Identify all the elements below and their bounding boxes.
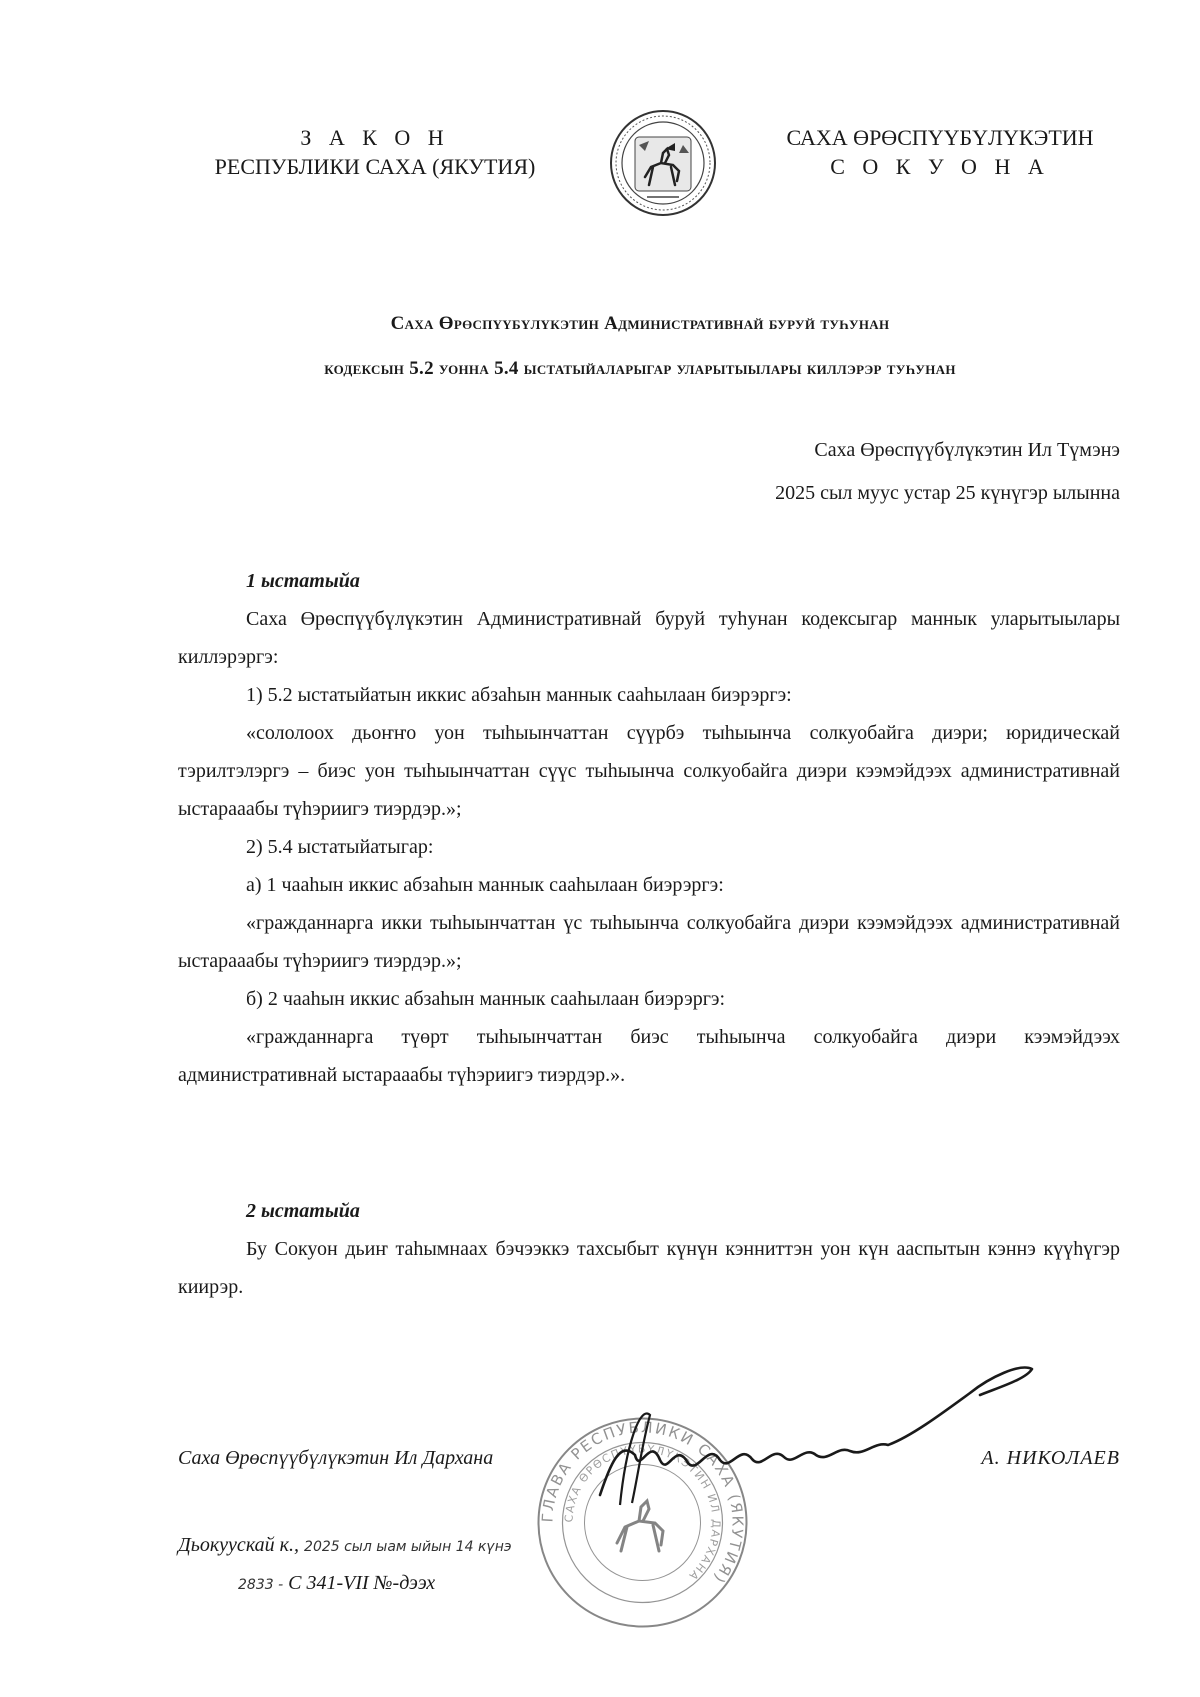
article-1-intro: Саха Өрөспүүбүлүкэтин Административнай буруй туһунан кодексыгар маннык уларытыылары киллэрэргэ: (178, 608, 1120, 668)
header-left-subtitle: РЕСПУБЛИКИ САХА (ЯКУТИЯ) (214, 154, 536, 179)
article-1-item-1: 1) 5.2 ыстатыйатын иккис абзаһын маннык сааһылаан биэрэргэ: (246, 684, 792, 706)
signing-place: Дьокуускай к., (178, 1534, 300, 1556)
article-1-item-2a: а) 1 чааһын иккис абзаһын маннык сааһылаан биэрэргэ: (246, 874, 724, 896)
article-2 (178, 1192, 1120, 1306)
handwritten-signature (580, 1345, 1040, 1515)
seal-outer-text: ГЛАВА РЕСПУБЛИКИ САХА (ЯКУТИЯ) (538, 1418, 747, 1588)
coat-of-arms-emblem-icon (609, 109, 717, 217)
header-right-title: САХА ӨРӨСПҮҮБҮЛҮКЭТИН (786, 125, 1094, 150)
adopted-by: Саха Өрөспүүбүлүкэтин Ил Түмэнэ (814, 439, 1120, 461)
article-2-heading: 2 ыстатыйа (246, 1200, 360, 1222)
header-right-subtitle: С О К У О Н А (830, 154, 1050, 179)
article-1-heading: 1 ыстатыйа (246, 570, 360, 592)
article-1-item-2b-text: «гражданнарга түөрт тыһыынчаттан биэс тыһыынча солкуобайга диэри кээмэйдээх административнай ыстарааабы түһэриигэ тиэрдэр.». (178, 1026, 1120, 1086)
header-left (160, 123, 590, 181)
article-1-item-2a-text: «гражданнарга икки тыһыынчаттан үс тыһыынча солкуобайга диэри кээмэйдээх административнай ыстарааабы түһэриигэ тиэрдэр.»; (178, 912, 1120, 972)
signatory-position: Саха Өрөспүүбүлүкэтин Ил Дархана (178, 1447, 494, 1469)
article-1-item-2: 2) 5.4 ыстатыйатыгар: (246, 836, 434, 858)
adoption-date: 2025 сыл муус устар 25 күнүгэр ылынна (775, 482, 1120, 504)
seal-inner-text: САХА ӨРӨСПҮҮБҮЛҮКЭТИН ИЛ ДАРХАНА (562, 1442, 723, 1584)
registration-number (238, 1572, 435, 1595)
signing-date-handwritten: 2025 сыл ыам ыйын 14 күнэ (304, 1539, 512, 1555)
article-2-text: Бу Сокуон дьиҥ таһымнаах бэчээккэ тахсыбыт күнүн кэнниттэн уон күн ааспытын кэннэ күүһүгэр киирэр. (178, 1238, 1120, 1298)
article-1-item-1-text: «сололоох дьоҥҥо уон тыһыынчаттан сүүрбэ тыһыынча солкуобайга диэри; юридическай тэрилтэлэргэ – биэс уон тыһыынчаттан сүүс тыһыынча солкуобайга диэри кээмэйдээх административнай ыстарааабы түһэриигэ тиэрдэр.»; (178, 722, 1120, 820)
registration-number-printed: С 341-VII №-дээх (288, 1572, 436, 1594)
registration-number-handwritten: 2833 - (238, 1577, 284, 1593)
law-title-line2: кодексын 5.2 уонна 5.4 ыстатыйаларыгар уларытыылары киллэрэр туһунан (324, 358, 956, 379)
law-title-line1: Саха Өрөспүүбүлүкэтин Административнай буруй туһунан (390, 313, 890, 334)
header-right (740, 123, 1140, 181)
header-left-title: З А К О Н (300, 125, 450, 150)
signing-place-date (178, 1534, 512, 1557)
signatory-name: А. НИКОЛАЕВ (981, 1447, 1120, 1469)
article-1-item-2b: б) 2 чааһын иккис абзаһын маннык сааһылаан биэрэргэ: (246, 988, 726, 1010)
article-1 (178, 562, 1120, 1094)
